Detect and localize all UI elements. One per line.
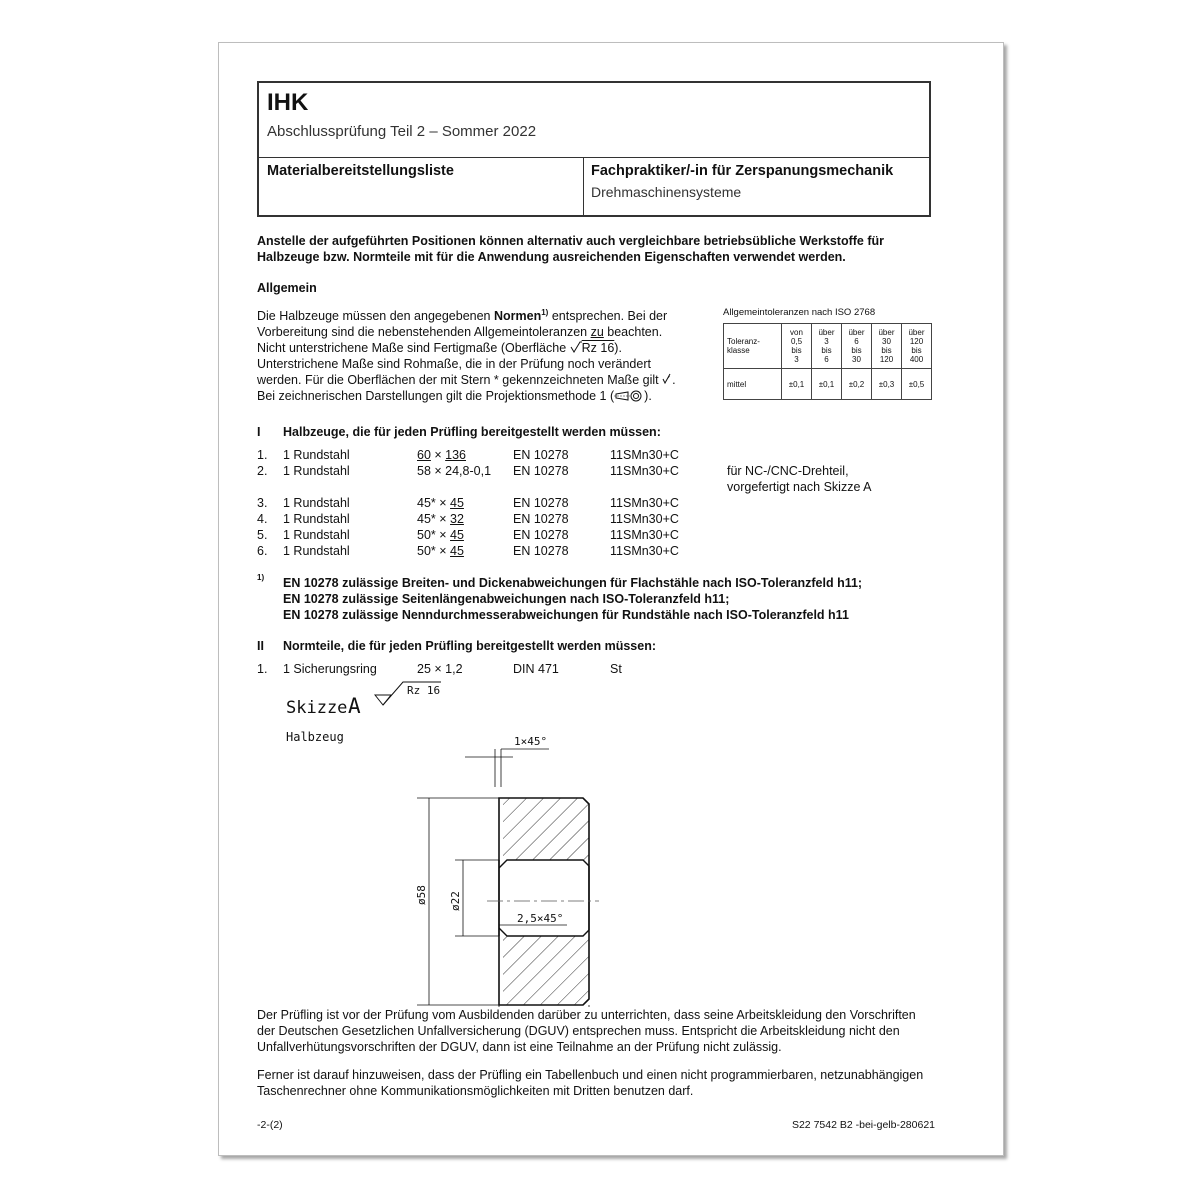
list-item-desc: 1 Rundstahl: [283, 528, 350, 542]
tolerance-table-title: Allgemeintoleranzen nach ISO 2768: [723, 307, 876, 318]
dim-inner-dia: ø22: [449, 891, 462, 911]
list-item-material: 11SMn30+C: [610, 448, 679, 462]
exam-sheet: [218, 42, 1004, 1156]
lower-section-hatch: [503, 936, 589, 1005]
para-line: [257, 305, 697, 324]
surface-check-icon: [662, 373, 672, 385]
footnote-line: EN 10278 zulässige Breiten- und Dickenabweichungen für Flachstähle nach ISO-Toleranzfeld h11;: [283, 576, 863, 590]
specialization: Drehmaschinensysteme: [591, 184, 742, 200]
range-text: 120: [879, 355, 894, 364]
dim-b: 45: [450, 496, 464, 510]
para-text: ).: [644, 389, 652, 404]
list-item-dim: [417, 447, 466, 463]
list-item-num: 6.: [257, 544, 268, 558]
dim-a: 50*: [417, 528, 436, 542]
list-item-num: 4.: [257, 512, 268, 526]
item2-note-line: vorgefertigt nach Skizze A: [727, 480, 872, 494]
section2-roman: II: [257, 639, 264, 653]
list-item-dim: [417, 511, 464, 527]
tolerance-header-row: [724, 324, 932, 369]
sketch-subtitle: Halbzeug: [286, 730, 344, 744]
tolerance-value: ±0,5: [902, 369, 932, 400]
para-text: beachten.: [603, 325, 663, 340]
tolerance-value: ±0,3: [872, 369, 902, 400]
org-title: IHK: [267, 89, 309, 116]
list-item-material: 11SMn30+C: [610, 512, 679, 526]
list-item-dim: [417, 543, 464, 559]
list-item-desc: 1 Rundstahl: [283, 448, 350, 462]
para-text: entsprechen. Bei der: [548, 309, 668, 324]
notice-line: Halbzeuge bzw. Normteile mit für die Anwendung ausreichenden Eigenschaften verwendet werden.: [257, 250, 846, 264]
range-text: von: [790, 328, 803, 337]
dim-a: 45*: [417, 512, 436, 526]
range-text: 6: [824, 355, 829, 364]
list-item-norm: EN 10278: [513, 496, 569, 510]
sketch-roughness: Rz 16: [407, 684, 441, 697]
roughness-triangle-icon: [375, 695, 391, 705]
dim-times: ×: [430, 448, 446, 462]
document-code: S22 7542 B2 -bei-gelb-280621: [791, 1119, 935, 1131]
footnote-line: EN 10278 zulässige Nenndurchmesserabweichungen für Rundstähle nach ISO-Toleranzfeld h11: [283, 608, 849, 622]
range-cell: [812, 324, 842, 369]
profession-title: Fachpraktiker/-in für Zerspanungsmechanik: [591, 163, 894, 179]
para-text: .: [672, 373, 676, 388]
roughness-label: Rz 16: [581, 341, 615, 356]
dim-outer-dia: ø58: [415, 885, 428, 905]
dim-b: 136: [445, 448, 467, 462]
list-item-norm: EN 10278: [513, 544, 569, 558]
dim-times: ×: [435, 496, 451, 510]
footnote-mark: 1): [257, 573, 265, 582]
range-cell: [842, 324, 872, 369]
list-item-desc: 1 Rundstahl: [283, 496, 350, 510]
para-line: [257, 372, 697, 388]
dim-b: 45: [450, 544, 464, 558]
list-item-material: 11SMn30+C: [610, 496, 679, 510]
range-text: über: [848, 328, 865, 337]
range-text: über: [878, 328, 895, 337]
sketch-letter: A: [348, 694, 361, 718]
range-text: 120: [909, 337, 924, 346]
tolerance-value-row: [724, 369, 932, 400]
list-item-desc: 1 Sicherungsring: [283, 662, 377, 676]
list-item-dim: [417, 463, 491, 479]
range-text: 3: [794, 355, 799, 364]
page-number: -2-(2): [257, 1119, 283, 1131]
footnote-line: EN 10278 zulässige Seitenlängenabweichungen nach ISO-Toleranzfeld h11;: [283, 592, 730, 606]
list-item-dim: [417, 495, 464, 511]
dim-a: 60: [417, 448, 431, 462]
bore-top-edge: [499, 860, 589, 868]
range-text: bis: [851, 346, 862, 355]
tolerance-class-header: [724, 324, 782, 369]
para-text-underlined: zu: [590, 325, 604, 340]
footer-paragraph-2: [257, 1067, 977, 1099]
bore-bottom-edge: [499, 928, 589, 936]
header-top: [259, 83, 929, 158]
range-text: 3: [824, 337, 829, 346]
tolerance-value: ±0,1: [812, 369, 842, 400]
notice: [257, 233, 937, 265]
list-item-norm: EN 10278: [513, 448, 569, 462]
range-text: 30: [852, 355, 861, 364]
dim-times: ×: [435, 528, 451, 542]
footnote-ref: 1): [541, 308, 549, 317]
tolerance-row-label: mittel: [724, 369, 782, 400]
list-item-desc: 1 Rundstahl: [283, 544, 350, 558]
dim-b: 32: [450, 512, 464, 526]
list-item-material: St: [610, 662, 622, 676]
footer-line: Unfallverhütungsvorschriften der DGUV, dann ist eine Teilnahme an der Prüfung nicht zulässig.: [257, 1040, 782, 1054]
sketch-title: Skizze: [286, 698, 348, 718]
para-text: Die Halbzeuge müssen den angegebenen: [257, 309, 494, 324]
list-item-dim: 25 × 1,2: [417, 662, 463, 676]
para-text: werden. Für die Oberflächen der mit Stern * gekennzeichneten Maße gilt: [257, 373, 659, 388]
dim-b: 45: [450, 528, 464, 542]
para-line: [257, 324, 697, 340]
notice-line: Anstelle der aufgeführten Positionen können alternativ auch vergleichbare betriebsübliche Werkstoffe für: [257, 234, 884, 248]
normen-bold: Normen: [493, 309, 542, 324]
footer-line: Taschenrechner ohne Kommunikationsmöglichkeiten mit Dritten benutzen darf.: [257, 1084, 694, 1098]
item2-note-line: für NC-/CNC-Drehteil,: [727, 464, 849, 478]
upper-section-hatch: [503, 798, 589, 860]
range-text: 0,5: [790, 337, 803, 346]
section-heading-allgemein: Allgemein: [257, 281, 317, 295]
para-line: [257, 340, 697, 356]
sketch-a-drawing: [259, 675, 639, 1007]
dim-a: 58 × 24,8-0,1: [417, 464, 492, 478]
tolerance-table: [723, 323, 932, 400]
list-item-material: 11SMn30+C: [610, 528, 679, 542]
list-item-material: 11SMn30+C: [610, 464, 679, 478]
list-item-norm: EN 10278: [513, 512, 569, 526]
range-cell: [872, 324, 902, 369]
list-item-norm: EN 10278: [513, 528, 569, 542]
range-cell: [902, 324, 932, 369]
dim-times: ×: [435, 512, 451, 526]
section2-title: Normteile, die für jeden Prüfling bereitgestellt werden müssen:: [283, 639, 656, 653]
range-text: 400: [909, 355, 924, 364]
dim-a: 50*: [417, 544, 436, 558]
header-box: [257, 81, 931, 217]
list-item-num: 5.: [257, 528, 268, 542]
section1-roman: I: [257, 425, 261, 439]
exam-title: Abschlussprüfung Teil 2 – Sommer 2022: [267, 123, 537, 140]
list-item-dim: [417, 527, 464, 543]
dim-times: ×: [435, 544, 451, 558]
header-text: klasse: [727, 346, 750, 355]
list-item-norm: EN 10278: [513, 464, 569, 478]
range-text: über: [908, 328, 925, 337]
list-item-num: 2.: [257, 464, 268, 478]
para-text: Vorbereitung sind die nebenstehenden Allgemeintoleranzen: [257, 325, 591, 340]
section1-title: Halbzeuge, die für jeden Prüfling bereitgestellt werden müssen:: [283, 425, 661, 439]
list-item-desc: 1 Rundstahl: [283, 464, 350, 478]
list-item-num: 1.: [257, 448, 268, 462]
range-cell: [782, 324, 812, 369]
list-item-material: 11SMn30+C: [610, 544, 679, 558]
tolerance-value: ±0,2: [842, 369, 872, 400]
tolerance-value: ±0,1: [782, 369, 812, 400]
projection-method-icon: [614, 390, 644, 402]
footer-line: Ferner ist darauf hinzuweisen, dass der Prüfling ein Tabellenbuch und einen nicht programmierbaren, netzunabhängigen: [257, 1068, 924, 1082]
footer-paragraph-1: [257, 1007, 977, 1055]
surface-check-icon: [570, 341, 582, 354]
para-text: Nicht unterstrichene Maße sind Fertigmaße (Oberfläche: [257, 341, 567, 356]
dim-a: 45*: [417, 496, 436, 510]
list-item-norm: DIN 471: [513, 662, 559, 676]
header-text: Toleranz-: [727, 337, 760, 346]
range-text: 6: [854, 337, 859, 346]
list-item-desc: 1 Rundstahl: [283, 512, 350, 526]
para-text: ).: [614, 341, 622, 356]
range-text: bis: [821, 346, 832, 355]
doc-title: Materialbereitstellungsliste: [267, 163, 454, 179]
range-text: bis: [791, 346, 802, 355]
range-text: über: [818, 328, 835, 337]
list-item-num: 3.: [257, 496, 268, 510]
allgemein-paragraph: [257, 305, 697, 404]
list-item-num: 1.: [257, 662, 268, 676]
footer-line: Der Prüfling ist vor der Prüfung vom Ausbildenden darüber zu unterrichten, dass seine Arbeitskleidung den Vorschriften: [257, 1008, 916, 1022]
dim-chamfer-top: 1×45°: [514, 735, 548, 748]
para-line: [257, 388, 697, 404]
header-divider: [583, 157, 584, 215]
range-text: 30: [882, 337, 891, 346]
range-text: bis: [911, 346, 922, 355]
para-line: Unterstrichene Maße sind Rohmaße, die in der Prüfung noch verändert: [257, 357, 651, 372]
dim-chamfer-inner: 2,5×45°: [517, 912, 564, 925]
footer-line: der Deutschen Gesetzlichen Unfallversicherung (DGUV) entsprechen muss. Entspricht die Arbeitskleidung nicht den: [257, 1024, 900, 1038]
para-text: Bei zeichnerischen Darstellungen gilt die Projektionsmethode 1 (: [257, 389, 615, 404]
range-text: bis: [881, 346, 892, 355]
